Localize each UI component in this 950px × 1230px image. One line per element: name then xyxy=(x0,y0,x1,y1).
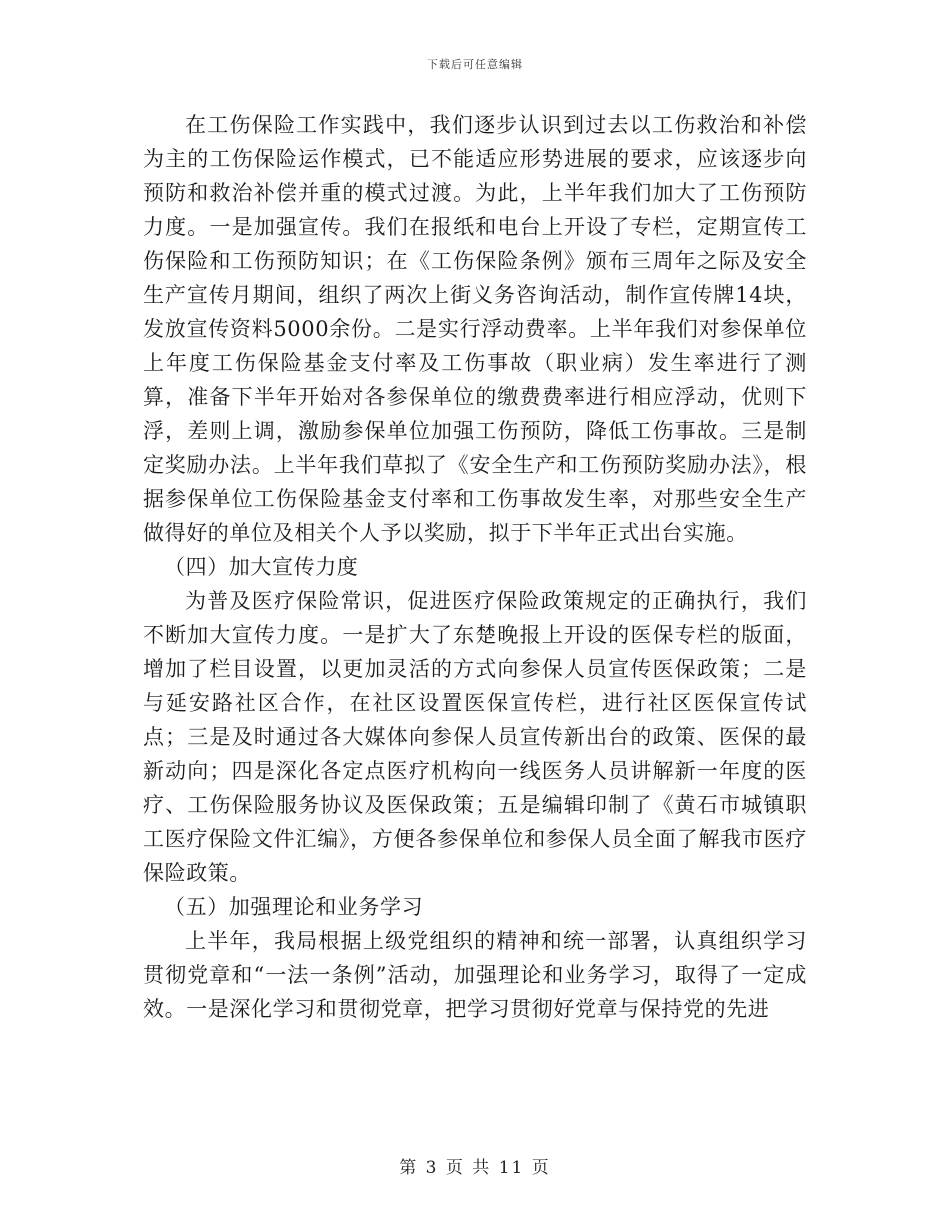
page-number-footer: 第 3 页 共 11 页 xyxy=(399,1158,551,1178)
paragraph-publicity: 为普及医疗保险常识，促进医疗保险政策规定的正确执行，我们不断加大宣传力度。一是扩大了东楚晚报上开设的医保专栏的版面，增加了栏目设置，以更加灵活的方式向参保人员宣传医保政策；二是与延安路社区合作，在社区设置医保宣传栏，进行社区医保宣传试点；三是及时通过各大媒体向参保人员宣传新出台的政策、医保的最新动向；四是深化各定点医疗机构向一线医务人员讲解新一年度的医疗、工伤保险服务协议及医保政策；五是编辑印制了《黄石市城镇职工医疗保险文件汇编》，方便各参保单位和参保人员全面了解我市医疗保险政策。 xyxy=(143,589,807,885)
section-heading-publicity: （四）加大宣传力度 xyxy=(164,555,359,579)
document-body xyxy=(143,108,807,1026)
page-header: 下载后可任意编辑 xyxy=(427,58,523,71)
section-heading-study: （五）加强理论和业务学习 xyxy=(164,895,424,919)
paragraph-study: 上半年，我局根据上级党组织的精神和统一部署，认真组织学习贯彻党章和“一法一条例”活动，加强理论和业务学习，取得了一定成效。一是深化学习和贯彻党章，把学习贯彻好党章与保持党的先进 xyxy=(143,929,807,1021)
paragraph-work-injury-prevention: 在工伤保险工作实践中，我们逐步认识到过去以工伤救治和补偿为主的工伤保险运作模式，已不能适应形势进展的要求，应该逐步向预防和救治补偿并重的模式过渡。为此，上半年我们加大了工伤预防力度。一是加强宣传。我们在报纸和电台上开设了专栏，定期宣传工伤保险和工伤预防知识；在《工伤保险条例》颁布三周年之际及安全生产宣传月期间，组织了两次上街义务咨询活动，制作宣传牌14块，发放宣传资料5000余份。二是实行浮动费率。上半年我们对参保单位上年度工伤保险基金支付率及工伤事故（职业病）发生率进行了测算，准备下半年开始对各参保单位的缴费费率进行相应浮动，优则下浮，差则上调，激励参保单位加强工伤预防，降低工伤事故。三是制定奖励办法。上半年我们草拟了《安全生产和工伤预防奖励办法》，根据参保单位工伤保险基金支付率和工伤事故发生率，对那些安全生产做得好的单位及相关个人予以奖励，拟于下半年正式出台实施。 xyxy=(143,113,807,545)
